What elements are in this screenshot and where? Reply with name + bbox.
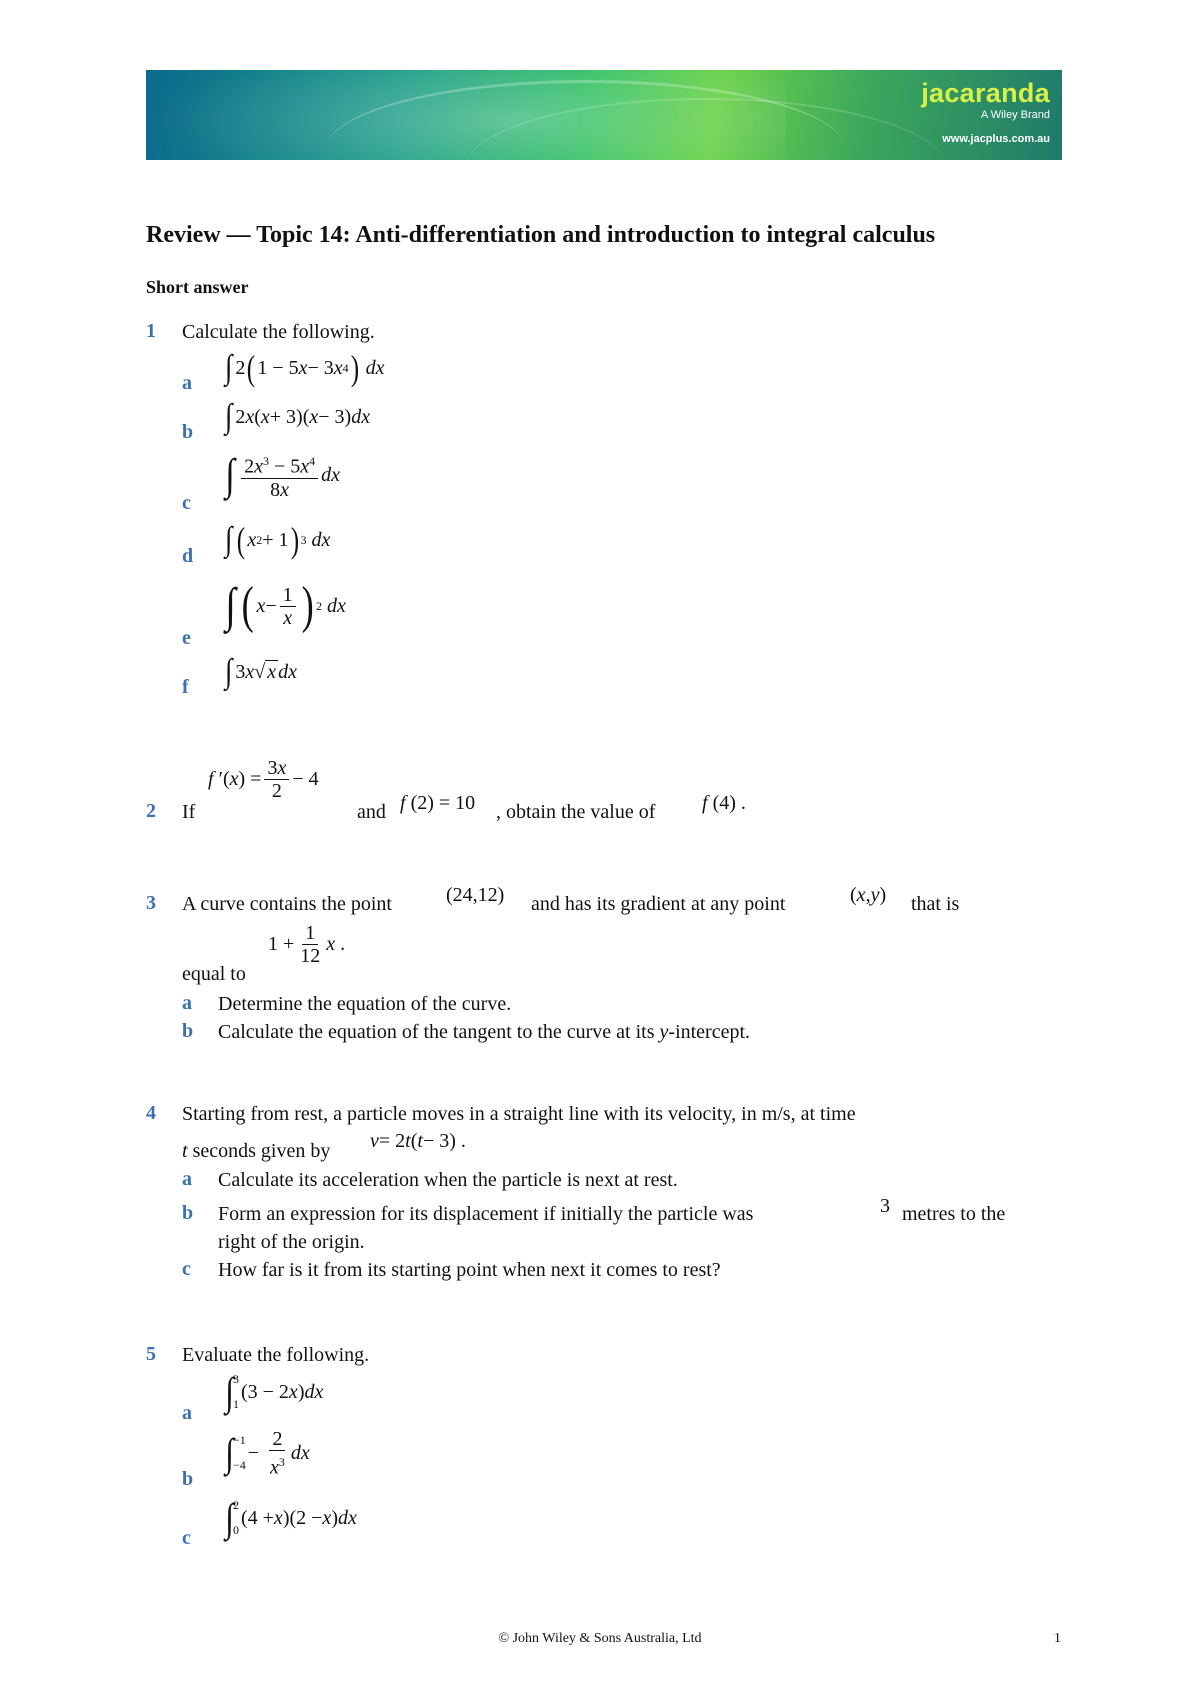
question-text: and xyxy=(357,801,386,823)
part-label: d xyxy=(182,545,194,567)
part-label: a xyxy=(182,1168,192,1190)
part-label: b xyxy=(182,1020,194,1042)
brand-logo xyxy=(921,78,1050,146)
question-text: If xyxy=(182,801,196,823)
question-number: 3 xyxy=(146,892,156,914)
question-text: Determine the equation of the curve. xyxy=(218,993,512,1015)
copyright-footer: © John Wiley & Sons Australia, Ltd xyxy=(498,1631,702,1646)
question-text: How far is it from its starting point when next it comes to rest? xyxy=(218,1259,721,1281)
page-title: Review — Topic 14: Anti-differentiation and introduction to integral calculus xyxy=(146,222,936,248)
question-text: right of the origin. xyxy=(218,1231,365,1253)
part-label: a xyxy=(182,1402,192,1424)
part-label: b xyxy=(182,1468,194,1490)
part-label: f xyxy=(182,676,189,698)
part-label: c xyxy=(182,1258,191,1280)
part-label: a xyxy=(182,372,192,394)
question-text-segment: -intercept. xyxy=(668,1021,751,1043)
question-text: Calculate the following. xyxy=(182,321,375,343)
question-text: t seconds given by xyxy=(182,1140,331,1162)
math-expression: ( x , y ) xyxy=(850,884,887,906)
question-text: Calculate the equation of the tangent to the curve at its y-intercept. xyxy=(218,1021,751,1043)
question-text: Starting from rest, a particle moves in a straight line with its velocity, in m/s, at time xyxy=(182,1103,856,1125)
math-expression: ∫ 3 1 (3 − 2 x ) dx xyxy=(225,1369,324,1414)
brand-url: www.jacplus.com.au xyxy=(942,133,1050,145)
part-label: c xyxy=(182,492,191,514)
math-expression: ∫ ( x − $\frac{1}{x}$ ) 2 dx xyxy=(225,577,346,634)
math-expression: ∫ $\frac{2x^3 - 5x^4}{8x}$ dx xyxy=(225,450,341,501)
brand-name: jacaranda xyxy=(921,78,1050,108)
math-expression: f (4) . xyxy=(702,792,746,814)
math-expression: f ′( x ) = $\frac{3x}{2}$ − 4 xyxy=(208,757,319,802)
math-expression: 3 xyxy=(880,1195,890,1217)
question-text: Calculate its acceleration when the particle is next at rest. xyxy=(218,1169,678,1191)
part-label: b xyxy=(182,421,194,443)
question-number: 1 xyxy=(146,320,156,342)
math-expression: v = 2 t ( t − 3) . xyxy=(370,1130,466,1152)
question-text: and has its gradient at any point xyxy=(531,893,786,915)
math-expression: ∫ 2 x ( x + 3)( x − 3) dx xyxy=(224,398,371,435)
page-number: 1 xyxy=(1054,1631,1061,1646)
math-expression: (24,12) xyxy=(446,884,505,906)
part-label: b xyxy=(182,1202,194,1224)
math-expression: f (2) = 10 xyxy=(400,792,476,814)
question-number: 5 xyxy=(146,1343,156,1365)
brand-subtitle: A Wiley Brand xyxy=(980,109,1050,121)
math-expression: 1 + $\frac{1}{12}$ x . xyxy=(268,922,346,967)
question-number: 2 xyxy=(146,800,156,822)
question-text: Evaluate the following. xyxy=(182,1344,370,1366)
part-label: a xyxy=(182,992,192,1014)
part-label: c xyxy=(182,1527,191,1549)
question-text: A curve contains the point xyxy=(182,893,392,915)
question-text: , obtain the value of xyxy=(496,801,656,823)
question-number: 4 xyxy=(146,1102,156,1124)
math-expression: ∫ 2 ( 1 − 5 x − 3 x 4 ) dx xyxy=(224,348,385,388)
header-banner xyxy=(146,70,1062,160)
math-expression: ∫ −1 −4 − $\frac{2}{x^3}$ dx xyxy=(225,1428,310,1479)
question-text-segment: seconds given by xyxy=(192,1140,331,1162)
math-expression: ∫ 3 x √ x dx xyxy=(224,653,297,690)
math-expression: ∫ ( x 2 + 1 ) 3 dx xyxy=(224,520,331,560)
part-label: e xyxy=(182,627,191,649)
question-text-segment: Calculate the equation of the tangent to the curve at its xyxy=(218,1021,655,1043)
question-text: that is xyxy=(911,893,960,915)
section-heading: Short answer xyxy=(146,277,249,297)
question-text: Form an expression for its displacement if initially the particle was xyxy=(218,1203,754,1225)
math-expression: ∫ 2 0 (4 + x )(2 − x ) dx xyxy=(225,1495,357,1540)
question-text: metres to the xyxy=(902,1203,1006,1225)
question-text: equal to xyxy=(182,963,246,985)
